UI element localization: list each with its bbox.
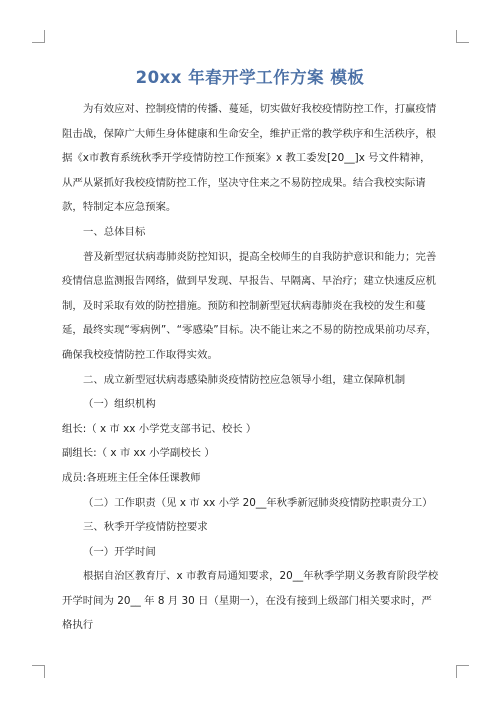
subheading-organization: （一）组织机构 <box>83 398 156 411</box>
crop-mark-top-left <box>32 30 45 43</box>
subheading-start-time: （一）开学时间 <box>83 545 156 558</box>
crop-mark-bottom-right <box>456 665 469 678</box>
deputy-leader-line: 副组长:（ x 市 xx 小学副校长 ） <box>62 447 215 460</box>
document-title: 20xx 年春开学工作方案 模板 <box>135 68 365 87</box>
leader-line: 组长:（ x 市 xx 小学党支部书记、校长 ） <box>62 422 257 435</box>
section-heading-1: 一、总体目标 <box>83 225 146 238</box>
intro-paragraph: 为有效应对、控制疫情的传播、蔓延，切实做好我校疫情防控工作，打赢疫情阻击战，保障广大师生身体健康和生命安全，维护正常的教学秩序和生活秩序，根据《x市教育系统秋季开学疫情防控工作预案》x 教工委发[20__]x 号文件精神，从严从紧抓好我校疫情防控工作，坚决守住来之不易防控成果。结合我校实际请款，特制定本应急预案。 <box>62 103 437 214</box>
section-heading-2: 二、成立新型冠状病毒感染肺炎疫情防控应急领导小组，建立保障机制 <box>83 373 406 386</box>
members-line: 成员:各班班主任全体任课教师 <box>62 471 201 484</box>
crop-mark-top-right <box>456 30 469 43</box>
start-time-paragraph: 根据自治区教育厅、x 市教育局通知要求，20__年秋季学期义务教育阶段学校开学时间为 20__ 年 8 月 30 日（星期一），在没有接到上级部门相关要求时，严格执行 <box>62 570 439 632</box>
crop-mark-bottom-left <box>32 665 45 678</box>
document-body <box>62 97 440 638</box>
subheading-duties: （二）工作职责（见 x 市 xx 小学 20__年秋季新冠肺炎疫情防控职责分工） <box>83 496 433 509</box>
goal-paragraph: 普及新型冠状病毒肺炎防控知识，提高全校师生的自我防护意识和能力；完善疫情信息监测报告网络，做到早发现、早报告、早隔离、早治疗；建立快速反应机制，及时采取有效的防控措施。预防和控制新型冠状病毒肺炎在我校的发生和蔓延，最终实现“零病例”、“零感染”目标。决不能让来之不易的防控成果前功尽弃，确保我校疫情防控工作取得实效。 <box>62 250 437 361</box>
section-heading-3: 三、秋季开学疫情防控要求 <box>83 521 208 534</box>
